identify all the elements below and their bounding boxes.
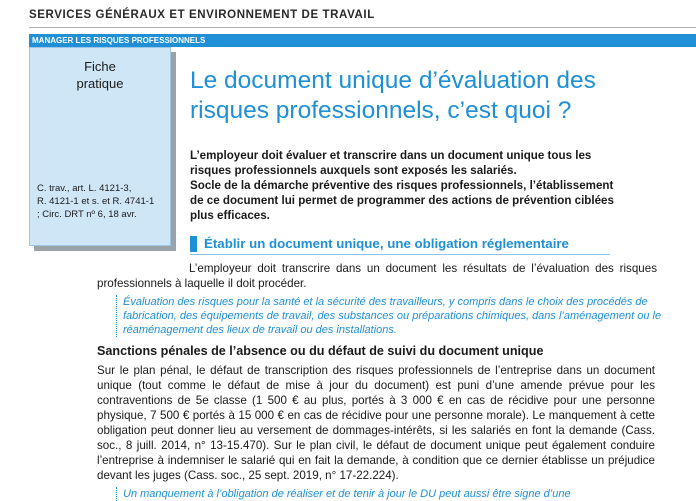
section-heading: Établir un document unique, une obligation réglementaire [204,236,569,251]
section-quote: Évaluation des risques pour la santé et la sécurité des travailleurs, y compris dans le choix des procédés de fabrication, des équipements de travail, des substances ou préparations chimiques, dans l’aménagement ou le réaménagement des lieux de travail ou des installations. [116,295,671,337]
section-paragraph: L’employeur doit transcrire dans un document les résultats de l’évaluation des risques professionnels à laquelle il doit procéder. [97,262,657,290]
section-heading-underline [190,254,610,255]
cutoff-quote: Un manquement à l’obligation de réaliser et de tenir à jour le DU peut aussi être signe d’une [116,487,671,501]
lead-paragraph: L’employeur doit évaluer et transcrire dans un document unique tous les risques professionnels auxquels sont exposés les salariés. [190,149,592,177]
article-title: Le document unique d’évaluation des risques professionnels, c’est quoi ? [190,67,596,124]
sanctions-paragraph: Sur le plan pénal, le défaut de transcription des risques professionnels de l’entreprise dans un document unique (tout comme le défaut de mise à jour du document) est puni d’une amende prévue pour les contraventions de 5e classe (1 500 € au plus, portés à 3 000 € en cas de récidive pour une personne physique, 7 500 € portés à 15 000 € en cas de récidive pour une personne morale). Le manquement à cette obligation peut donner lieu au versement de dommages-intérêts, si les salariés en font la demande (Cass. soc., 8 juill. 2014, n° 13-15.470). Sur le plan civil, le défaut de document unique peut également conduire l’entreprise à indemniser le salarié qui en fait la demande, à condition que ce dernier établisse un préjudice devant les juges (Cass. soc., 25 sept. 2019, n° 17-22.224). [97,364,655,482]
section-band: MANAGER LES RISQUES PROFESSIONNELS [29,34,696,47]
running-header: SERVICES GÉNÉRAUX ET ENVIRONNEMENT DE TRAVAIL [29,9,375,21]
section-marker [190,236,197,252]
fiche-line-2: pratique [76,76,124,91]
header-divider [29,27,696,28]
legal-reference: R. 4121-1 et s. et R. 4741-1 [37,196,155,207]
legal-reference: ; Circ. DRT nº 6, 18 avr. [37,209,137,220]
legal-reference: C. trav., art. L. 4121-3, [37,183,132,194]
fiche-line-1: Fiche [84,59,116,74]
lead-paragraph: Socle de la démarche préventive des risques professionnels, l’établissement de ce document lui permet de programmer des actions de prévention ciblées plus efficaces. [190,179,614,222]
legal-references [37,182,171,221]
article-lead [190,148,630,223]
fiche-pratique-label [29,58,171,92]
subheading: Sanctions pénales de l’absence ou du défaut de suivi du document unique [97,344,544,358]
